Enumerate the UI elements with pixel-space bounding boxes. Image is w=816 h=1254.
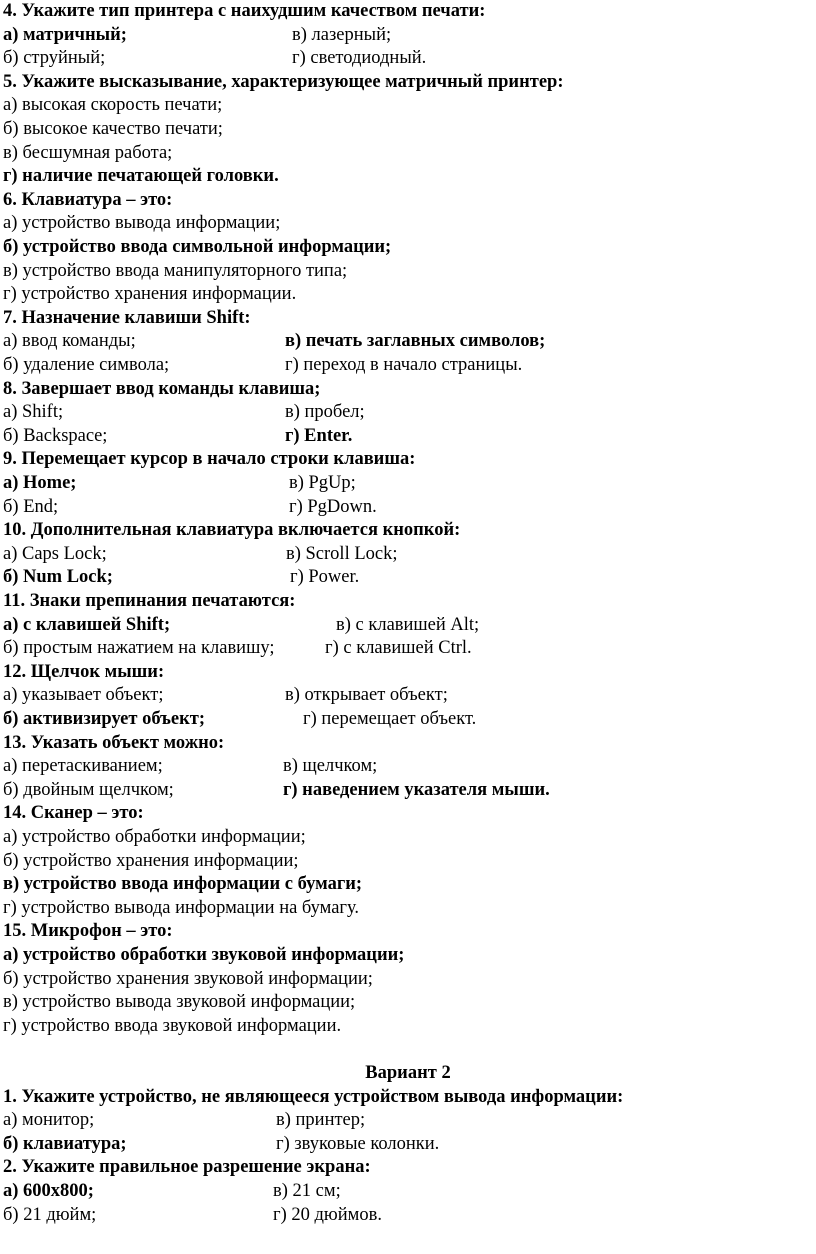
answer-option: б) клавиатура; bbox=[3, 1133, 127, 1154]
answer-option: в) с клавишей Alt; bbox=[336, 614, 480, 635]
answer-row bbox=[3, 260, 347, 282]
answer-option: г) устройство ввода звуковой информации. bbox=[3, 1015, 342, 1036]
answer-row bbox=[3, 684, 448, 706]
answer-option: в) принтер; bbox=[276, 1110, 366, 1131]
answer-row bbox=[3, 1109, 366, 1131]
answer-row bbox=[3, 401, 365, 423]
answer-option: г) Power. bbox=[290, 567, 360, 588]
answer-row bbox=[3, 24, 392, 46]
answer-option: б) устройство хранения звуковой информации; bbox=[3, 968, 373, 989]
question-title-text: 1. Укажите устройство, не являющееся устройством вывода информации: bbox=[3, 1086, 624, 1107]
answer-option: а) монитор; bbox=[3, 1110, 95, 1131]
answer-row bbox=[3, 283, 296, 305]
answer-option: б) двойным щелчком; bbox=[3, 779, 174, 800]
answer-row bbox=[3, 472, 356, 494]
answer-row bbox=[3, 850, 299, 872]
answer-option: в) устройство вывода звуковой информации; bbox=[3, 992, 356, 1013]
answer-option: б) Backspace; bbox=[3, 425, 108, 446]
question-title bbox=[3, 0, 485, 22]
answer-row bbox=[3, 637, 472, 659]
answer-row bbox=[3, 968, 373, 990]
answer-option: а) матричный; bbox=[3, 24, 127, 45]
question-title-text: 6. Клавиатура – это: bbox=[3, 189, 173, 210]
answer-option: г) с клавишей Ctrl. bbox=[325, 638, 472, 659]
question-title-text: 4. Укажите тип принтера с наихудшим качеством печати: bbox=[3, 1, 486, 21]
answer-option: б) End; bbox=[3, 496, 59, 517]
answer-option: г) звуковые колонки. bbox=[276, 1133, 440, 1154]
question-title-text: 5. Укажите высказывание, характеризующее матричный принтер: bbox=[3, 71, 564, 92]
answer-option: в) устройство ввода манипуляторного типа; bbox=[3, 260, 348, 281]
question-title bbox=[3, 1086, 623, 1108]
answer-row bbox=[3, 1204, 382, 1226]
answer-option: а) с клавишей Shift; bbox=[3, 614, 171, 635]
answer-row bbox=[3, 543, 398, 565]
answer-row bbox=[3, 1180, 341, 1202]
answer-row bbox=[3, 496, 377, 518]
answer-option: в) PgUp; bbox=[289, 473, 356, 493]
question-title-text: 15. Микрофон – это: bbox=[3, 921, 173, 942]
answer-option: в) Scroll Lock; bbox=[286, 543, 398, 564]
answer-option: в) пробел; bbox=[285, 402, 365, 423]
answer-option: г) Enter. bbox=[285, 425, 353, 446]
answer-row bbox=[3, 330, 546, 352]
answer-option: г) устройство хранения информации. bbox=[3, 284, 297, 305]
answer-row bbox=[3, 779, 550, 801]
answer-option: а) Home; bbox=[3, 473, 77, 493]
question-title-text: 14. Сканер – это: bbox=[3, 803, 144, 824]
answer-option: а) указывает объект; bbox=[3, 685, 164, 706]
answer-option: а) перетаскиванием; bbox=[3, 756, 163, 777]
question-title-text: 9. Перемещает курсор в начало строки клавиша: bbox=[3, 449, 416, 470]
answer-row bbox=[3, 425, 353, 447]
answer-option: г) наведением указателя мыши. bbox=[283, 779, 550, 800]
answer-option: г) устройство вывода информации на бумагу. bbox=[3, 897, 360, 918]
answer-row bbox=[3, 212, 280, 234]
answer-option: б) 21 дюйм; bbox=[3, 1204, 97, 1225]
answer-option: а) высокая скорость печати; bbox=[3, 95, 223, 116]
question-title-text: 10. Дополнительная клавиатура включается кнопкой: bbox=[3, 520, 461, 541]
answer-option: а) ввод команды; bbox=[3, 331, 136, 352]
answer-option: г) переход в начало страницы. bbox=[285, 355, 523, 375]
question-title bbox=[3, 448, 415, 470]
question-title bbox=[3, 519, 460, 541]
answer-option: г) наличие печатающей головки. bbox=[3, 166, 279, 187]
question-title-text: 8. Завершает ввод команды клавиша; bbox=[3, 378, 321, 399]
answer-row bbox=[3, 1133, 440, 1155]
question-title bbox=[3, 661, 164, 683]
answer-option: г) 20 дюймов. bbox=[273, 1204, 382, 1225]
answer-option: б) устройство ввода символьной информации; bbox=[3, 237, 392, 257]
answer-option: в) печать заглавных символов; bbox=[285, 331, 546, 352]
question-title bbox=[3, 802, 144, 824]
answer-option: б) простым нажатием на клавишу; bbox=[3, 638, 275, 659]
answer-option: в) устройство ввода информации с бумаги; bbox=[3, 874, 363, 895]
answer-row bbox=[3, 94, 222, 116]
question-title bbox=[3, 189, 172, 211]
answer-row bbox=[3, 118, 223, 140]
answer-row bbox=[3, 708, 477, 730]
question-title bbox=[3, 920, 173, 942]
question-title-text: 13. Указать объект можно: bbox=[3, 732, 225, 753]
answer-row bbox=[3, 142, 172, 164]
answer-row bbox=[3, 755, 378, 777]
variant-heading: Вариант 2 bbox=[365, 1063, 451, 1083]
question-title-text: 7. Назначение клавиши Shift: bbox=[3, 307, 251, 328]
question-title-text: 12. Щелчок мыши: bbox=[3, 661, 165, 682]
answer-row bbox=[3, 236, 391, 258]
answer-row bbox=[3, 1015, 341, 1037]
question-title bbox=[3, 732, 224, 754]
answer-row bbox=[3, 897, 359, 919]
answer-row bbox=[3, 354, 523, 376]
question-title bbox=[3, 378, 320, 400]
answer-option: в) бесшумная работа; bbox=[3, 142, 173, 163]
answer-row bbox=[3, 165, 279, 187]
answer-option: г) светодиодный. bbox=[292, 48, 427, 69]
answer-row bbox=[3, 47, 427, 69]
question-title bbox=[3, 1156, 371, 1178]
answer-row bbox=[3, 873, 362, 895]
answer-option: а) устройство обработки информации; bbox=[3, 827, 306, 847]
answer-option: б) удаление символа; bbox=[3, 355, 170, 375]
question-title bbox=[3, 71, 564, 93]
answer-option: а) Shift; bbox=[3, 402, 64, 423]
question-title bbox=[3, 590, 295, 612]
answer-option: в) щелчком; bbox=[283, 756, 378, 777]
answer-option: б) активизирует объект; bbox=[3, 709, 206, 729]
answer-row bbox=[3, 944, 404, 966]
answer-option: б) устройство хранения информации; bbox=[3, 850, 299, 871]
question-title bbox=[3, 307, 251, 329]
answer-option: б) струйный; bbox=[3, 48, 106, 69]
answer-option: в) лазерный; bbox=[292, 24, 392, 45]
answer-row bbox=[3, 614, 480, 636]
answer-option: а) Caps Lock; bbox=[3, 543, 107, 564]
answer-option: а) устройство обработки звуковой информации; bbox=[3, 945, 405, 965]
answer-option: в) открывает объект; bbox=[285, 685, 448, 706]
answer-option: б) Num Lock; bbox=[3, 567, 113, 588]
answer-option: в) 21 см; bbox=[273, 1181, 341, 1201]
question-title-text: 2. Укажите правильное разрешение экрана: bbox=[3, 1157, 371, 1178]
answer-option: а) устройство вывода информации; bbox=[3, 213, 281, 234]
question-title-text: 11. Знаки препинания печатаются: bbox=[3, 591, 296, 611]
answer-option: б) высокое качество печати; bbox=[3, 119, 223, 139]
answer-option: г) перемещает объект. bbox=[303, 709, 477, 729]
answer-row bbox=[3, 991, 355, 1013]
answer-row bbox=[3, 826, 306, 848]
answer-option: а) 600x800; bbox=[3, 1181, 94, 1201]
answer-option: г) PgDown. bbox=[289, 496, 377, 517]
answer-row bbox=[3, 566, 360, 588]
